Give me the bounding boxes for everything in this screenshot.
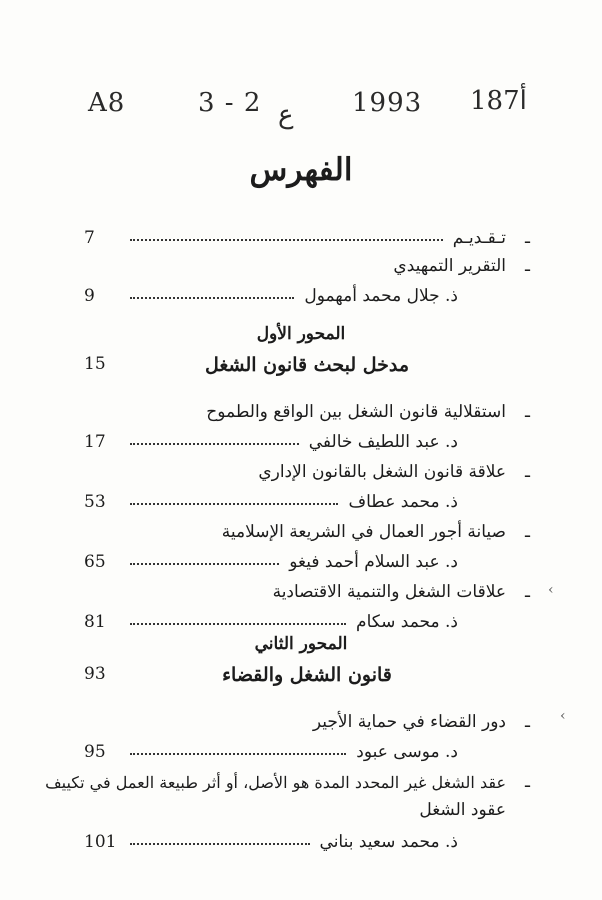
entry-dash: ـ: [525, 522, 530, 542]
page-title: الفهرس: [249, 152, 353, 188]
axis-label: المحور الأول: [256, 324, 346, 344]
entry-author: ذ. محمد عطاف: [348, 492, 458, 512]
entry-author: ذ. محمد سعيد بناني: [319, 832, 458, 852]
axis-title-text: قانون الشغل والقضاء: [222, 664, 392, 686]
entry-page: 7: [84, 228, 95, 248]
leader-dots: [130, 753, 346, 755]
toc-entry: [84, 822, 530, 852]
entry-author: د. عبد السلام أحمد فيغو: [289, 552, 458, 572]
toc-entry: [84, 218, 530, 248]
handwritten-year: 1993: [352, 88, 423, 118]
handwritten-left: A8: [88, 88, 126, 118]
entry-text: عقود الشغل: [419, 800, 506, 820]
entry-text: علاقات الشغل والتنمية الاقتصادية: [272, 582, 506, 602]
entry-page: 95: [84, 742, 106, 762]
margin-mark: ‹: [560, 708, 566, 724]
handwritten-center-letter: ع: [278, 100, 294, 130]
entry-dash: ـ: [525, 712, 530, 732]
axis-title: [84, 664, 530, 686]
entry-text: استقلالية قانون الشغل بين الواقع والطموح: [206, 402, 506, 422]
entry-page: 81: [84, 612, 106, 632]
entry-author: د. موسى عبود: [356, 742, 458, 762]
toc-entry: [84, 602, 530, 632]
toc-entry: [84, 542, 530, 572]
toc-entry: [84, 702, 530, 732]
entry-author: ذ. محمد سكام: [356, 612, 458, 632]
entry-text: التقرير التمهيدي: [393, 256, 506, 276]
toc-entry: [84, 422, 530, 452]
entry-text: صيانة أجور العمال في الشريعة الإسلامية: [221, 522, 506, 542]
entry-text: علاقة قانون الشغل بالقانون الإداري: [258, 462, 506, 482]
axis-title-text: مدخل لبحث قانون الشغل: [204, 354, 410, 376]
leader-dots: [130, 623, 346, 625]
entry-page: 101: [84, 832, 117, 852]
entry-author: د. عبد اللطيف خالفي: [308, 432, 458, 452]
entry-dash: ـ: [525, 582, 530, 602]
leader-dots: [130, 443, 299, 445]
entry-dash: ـ: [525, 256, 530, 276]
toc-entry: [84, 276, 530, 306]
entry-dash: ـ: [525, 228, 530, 248]
axis-page: 93: [84, 664, 106, 684]
entry-text: عقد الشغل غير المحدد المدة هو الأصل، أو أثر طبيعة العمل في تكييف: [45, 773, 506, 792]
entry-dash: ـ: [525, 402, 530, 422]
entry-dash: ـ: [525, 462, 530, 482]
entry-author: ذ. جلال محمد أمهمول: [304, 286, 458, 306]
margin-mark: ‹: [548, 582, 554, 598]
entry-text: تـقـديـم: [452, 228, 506, 248]
axis-page: 15: [84, 354, 106, 374]
entry-dash: ـ: [525, 772, 530, 792]
toc-entry: [84, 790, 530, 820]
leader-dots: [130, 503, 338, 505]
handwritten-right: أ187: [470, 86, 527, 116]
leader-dots: [130, 563, 279, 565]
entry-page: 53: [84, 492, 106, 512]
entry-text: دور القضاء في حماية الأجير: [312, 712, 506, 732]
toc-entry: [84, 512, 530, 542]
leader-dots: [130, 239, 443, 241]
toc-entry: [84, 246, 530, 276]
toc-entry: [45, 762, 530, 792]
entry-page: 65: [84, 552, 106, 572]
leader-dots: [130, 843, 310, 845]
leader-dots: [130, 297, 294, 299]
toc-entry: [84, 392, 530, 422]
toc-entry: [84, 572, 530, 602]
axis-label: المحور الثاني: [254, 634, 348, 654]
handwritten-center: 3 - 2: [198, 88, 262, 118]
toc-entry: [84, 452, 530, 482]
entry-page: 9: [84, 286, 95, 306]
toc-entry: [84, 482, 530, 512]
axis-title: [84, 354, 530, 376]
entry-page: 17: [84, 432, 106, 452]
toc-entry: [84, 732, 530, 762]
